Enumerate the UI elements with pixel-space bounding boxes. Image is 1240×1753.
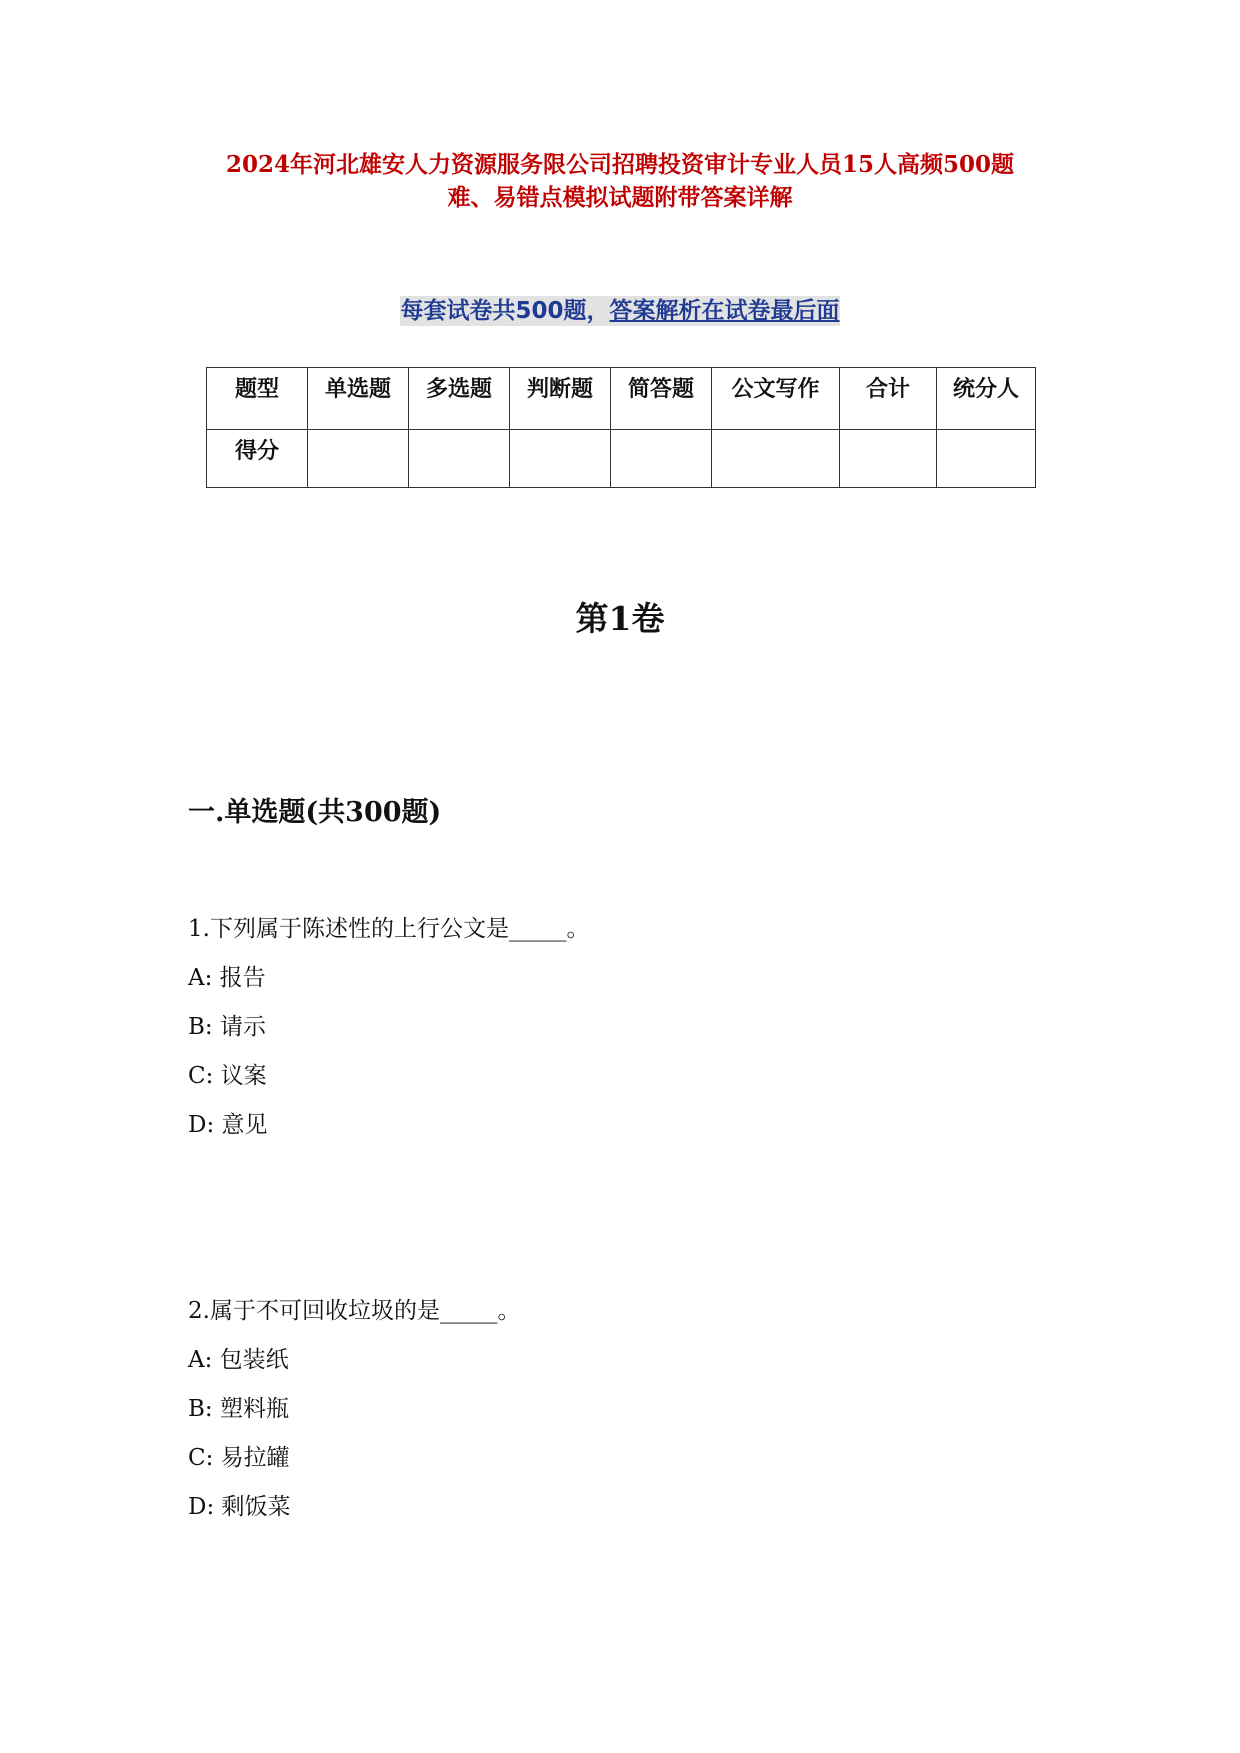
score-table-header-row	[207, 368, 1036, 430]
header-cell-official-writing: 公文写作	[712, 368, 840, 430]
question-1	[188, 912, 589, 1157]
answer-location-link[interactable]: 答案解析在试卷最后面	[609, 298, 840, 324]
option-d: D: 意见	[188, 1112, 268, 1138]
score-cell	[409, 430, 510, 488]
score-row-label: 得分	[207, 430, 308, 488]
score-cell	[840, 430, 937, 488]
score-table	[206, 367, 1036, 488]
subtitle	[150, 292, 1090, 325]
option-d: D: 剩饭菜	[188, 1494, 291, 1520]
option-a: A: 包装纸	[188, 1347, 289, 1373]
score-cell	[611, 430, 712, 488]
header-cell-type: 题型	[207, 368, 308, 430]
header-cell-true-false: 判断题	[510, 368, 611, 430]
score-table-score-row	[207, 430, 1036, 488]
option-c: C: 易拉罐	[188, 1445, 290, 1471]
header-cell-short-answer: 简答题	[611, 368, 712, 430]
option-b: B: 请示	[188, 1014, 266, 1040]
header-cell-total: 合计	[840, 368, 937, 430]
title-line-2: 难、易错点模拟试题附带答案详解	[447, 184, 793, 211]
score-cell	[510, 430, 611, 488]
header-cell-scorer: 统分人	[937, 368, 1036, 430]
volume-title: 第1卷	[575, 599, 665, 638]
header-cell-multi-choice: 多选题	[409, 368, 510, 430]
question-stem: 2.属于不可回收垃圾的是_____。	[188, 1298, 521, 1324]
subtitle-text: 每套试卷共500题，	[400, 298, 610, 324]
option-c: C: 议案	[188, 1063, 267, 1089]
title-line-1: 2024年河北雄安人力资源服务限公司招聘投资审计专业人员15人高频500题	[225, 151, 1015, 178]
header-cell-single-choice: 单选题	[308, 368, 409, 430]
document-title	[150, 148, 1090, 214]
question-stem: 1.下列属于陈述性的上行公文是_____。	[188, 916, 590, 942]
score-cell	[937, 430, 1036, 488]
score-cell	[712, 430, 840, 488]
section-title: 一.单选题(共300题)	[188, 797, 442, 828]
question-2	[188, 1294, 520, 1539]
option-b: B: 塑料瓶	[188, 1396, 289, 1422]
score-cell	[308, 430, 409, 488]
option-a: A: 报告	[188, 965, 266, 991]
